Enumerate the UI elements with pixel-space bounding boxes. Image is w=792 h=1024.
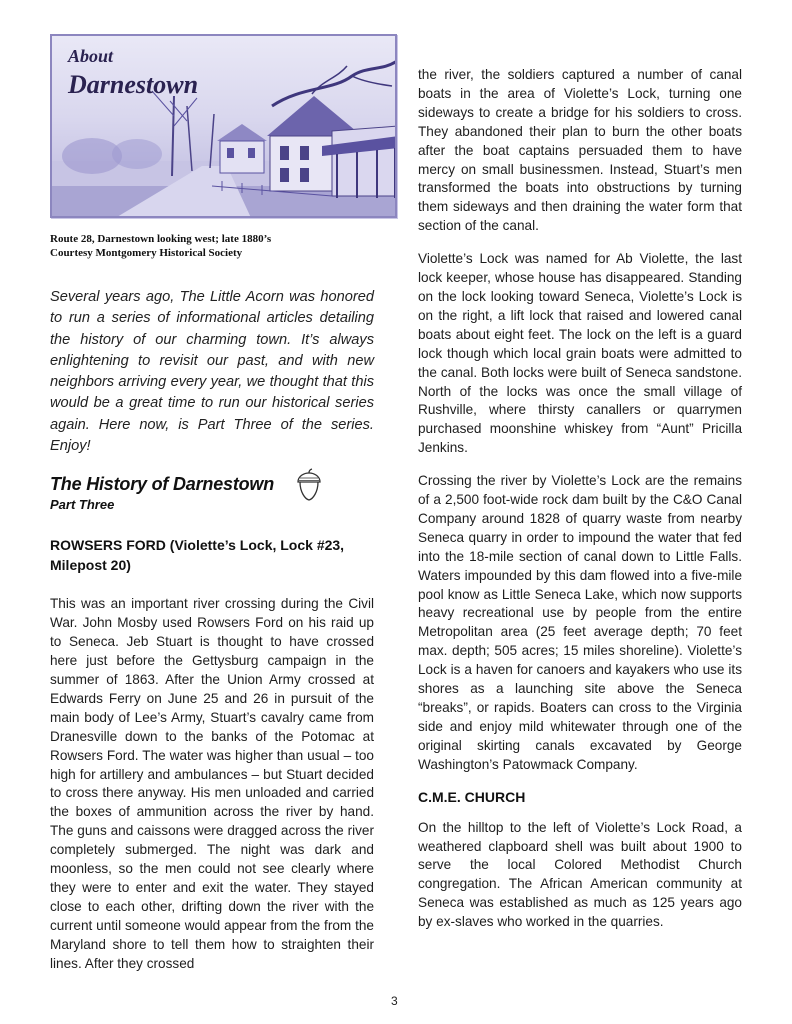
- violettes-lock-paragraph: Violette’s Lock was named for Ab Violette, the last lock keeper, whose house has disappeared. Standing on the lock looking toward Seneca, Violette’s Lock is on the right, a lift lock that raised and lowered canal boats about eight feet. The lock on the left is a guard lock though which local grain boats were admitted to the canal. Both locks were built of Seneca sandstone. North of the locks was once the small village of Rushville, where thirsty canallers or quarrymen purchased moonshine whiskey from “Aunt” Pricilla Jenkins.: [418, 251, 742, 456]
- rowsers-ford-continued: the river, the soldiers captured a number of canal boats in the area of Violette’s Lock, turning one sideways to create a bridge for his soldiers to cross. They abandoned their plan to burn the other boats after the boat captains persuaded them to have mercy on small businessmen. Instead, Stuart’s men transformed the boats into obstructions by turning them sideways and then draining the water form that section of the canal.: [418, 67, 742, 234]
- photo-title-about: About: [68, 46, 114, 66]
- acorn-icon: [292, 468, 326, 502]
- intro-paragraph: Several years ago, The Little Acorn was honored to run a series of informational articles detailing the history of our charming town. It’s always enlightening to revisit our past, and with new neighbors arriving every year, we thought that this would be a great time to run our historical series again. Here now, is Part Three of the series. Enjoy!: [50, 289, 374, 455]
- caption-line-1: Route 28, Darnestown looking west; late 1880’s: [50, 233, 272, 245]
- article-heading: [50, 474, 374, 512]
- article-subtitle: Part Three: [50, 497, 115, 513]
- cme-church-body: On the hilltop to the left of Violette’s Lock Road, a weathered clapboard shell was built about 1900 to serve the local Colored Methodist Church congregation. The African American community at Seneca was established as much as 125 years ago by ex-slaves who worked in the quarries.: [418, 819, 742, 930]
- right-body: [418, 66, 742, 775]
- right-column: [418, 66, 742, 932]
- rock-dam-paragraph: Crossing the river by Violette’s Lock are the remains of a 2,500 foot-wide rock dam built by the C&O Canal Company around 1828 of quarry waste from nearby Seneca quarry in order to impound the water that fed into the 18-mile section of canal down to Little Falls. Waters impounded by this dam flowed into a five-mile pool know as Little Seneca Lake, which now supports heavy recreational use by people from the entire Metropolitan area (25 feet average depth; 70 feet max. depth; 505 acres; 15 miles shoreline). Violette’s Lock is a haven for canoers and kayakers who use its shores as a launching site above the Seneca “breaks”, or rapids. Boaters can cross to the Virginia side and enjoy mild whitewater through one of the original skirting canals excavated by George Washington’s Patowmack Company.: [418, 473, 742, 772]
- page-number: 3: [391, 994, 398, 1008]
- rowsers-ford-body: This was an important river crossing during the Civil War. John Mosby used Rowsers Ford on his raid up to Seneca. Jeb Stuart is thought to have crossed here just before the Gettysburg campaign in the summer of 1863. After the Union Army crossed at Edwards Ferry on June 25 and 26 in pursuit of the main body of Lee’s Army, Stuart’s cavalry came from Dranesville down to the banks of the Potomac at Rowsers Ford. The water was higher than usual – too high for artillery and ambulances – but Stuart decided to cross there anyway. His men unloaded and carried the boxes of ammunition across the river by hand. The guns and caissons were dragged across the river completely submerged. The night was dark and moonless, so the men could not see clearly where they were to enter and exit the water. They stayed close to each other, drifting down the river with the current until someone would appear from the from the Maryland shore to tell them how to straighten their lines. After they crossed: [50, 596, 374, 971]
- section-heading-cme-church: C.M.E. CHURCH: [418, 788, 526, 805]
- left-column: [50, 34, 374, 974]
- photo-caption: [50, 232, 374, 260]
- photo-title-darnestown: Darnestown: [68, 70, 199, 99]
- caption-line-2: Courtesy Montgomery Historical Society: [50, 247, 243, 259]
- section-heading-rowsers-ford: ROWSERS FORD (Violette’s Lock, Lock #23, Milepost 20): [50, 537, 345, 574]
- article-title: The History of Darnestown: [50, 474, 275, 495]
- header-photo: [50, 34, 397, 218]
